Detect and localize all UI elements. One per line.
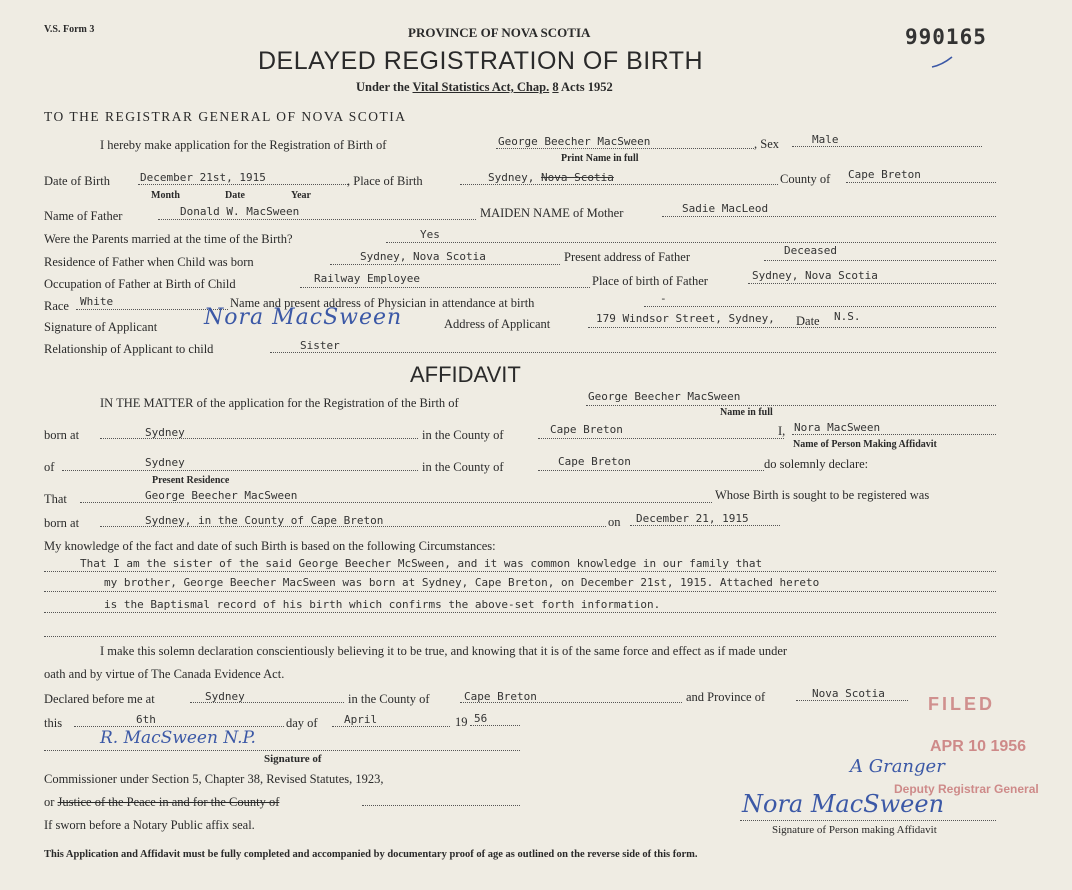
deputy-signature: A Granger [850,756,945,777]
registration-number: 990165 [905,25,987,49]
county-value-4: Cape Breton [464,690,537,703]
checkmark-icon [930,55,954,71]
affidavit-heading: AFFIDAVIT [410,362,521,387]
race-value: White [80,295,114,308]
date-caption: Date [225,190,245,201]
county-label-2: in the County of [422,428,504,442]
seal-note: If sworn before a Notary Public affix seal. [44,818,255,832]
applicant-signature: Nora MacSween [204,305,403,330]
footer-note: This Application and Affidavit must be fully completed and accompanied by documentary proof of age as outlined on the reverse side of this form. [44,849,698,860]
address-province: N.S. [834,310,861,323]
commissioner-signature: R. MacSween N.P. [100,728,256,748]
affiant-signature-caption: Signature of Person making Affidavit [772,824,937,836]
name-in-full-caption: Name in full [720,407,773,418]
solemn-declaration-line-1: I make this solemn declaration conscientiously believing it to be true, and knowing that it is of the same force and effect as if made under [100,644,788,658]
matter-label: IN THE MATTER of the application for the Registration of the Birth of [100,396,459,410]
address-label: Address of Applicant [444,317,551,331]
form-subtitle: Under the Vital Statistics Act, Chap. 8 Acts 1952 [356,80,613,94]
relationship-value: Sister [300,339,340,352]
residence-label: Residence of Father when Child was born [44,255,254,269]
married-value: Yes [420,228,440,241]
province-heading: PROVINCE OF NOVA SCOTIA [408,25,591,40]
born-at-value-2: Sydney, in the County of Cape Breton [145,514,384,527]
county-value-2: Cape Breton [550,423,623,436]
this-label: this [44,716,63,730]
deputy-registrar-stamp: Deputy Registrar General [894,782,1039,796]
justice-line: or Justice of the Peace in and for the County of [44,795,280,809]
declared-place: Sydney [205,690,245,703]
physician-value: - [660,292,667,305]
matter-name: George Beecher MacSween [588,390,741,403]
born-at-label: born at [44,428,80,442]
signature-of-label: Signature of [264,753,322,765]
sex-label: , Sex [754,137,779,151]
form-code: V.S. Form 3 [44,24,95,35]
child-name-value: George Beecher MacSween [498,135,651,148]
residence-value-2: Sydney [145,456,185,469]
commissioner-line: Commissioner under Section 5, Chapter 38, Revised Statutes, 1923, [44,772,384,786]
year-value: 56 [474,712,488,725]
declared-label: Declared before me at [44,692,155,706]
day-value: 6th [136,713,156,726]
that-label: That [44,492,67,506]
circumstance-line-3: is the Baptismal record of his birth which confirms the above-set forth information. [104,598,661,611]
born-at-label-2: born at [44,516,80,530]
county-label: County of [780,172,831,186]
county-value: Cape Breton [848,168,921,181]
born-at-value: Sydney [145,426,185,439]
filed-stamp: FILED [928,694,995,714]
year-caption: Year [291,190,311,201]
place-value: Sydney, Nova Scotia [488,171,614,184]
solemn-declaration-line-2: oath and by virtue of The Canada Evidence Act. [44,667,285,681]
day-of-label: day of [286,716,318,730]
present-address-value: Deceased [784,244,837,257]
place-label: , Place of Birth [347,174,423,188]
dob-label: Date of Birth [44,174,110,188]
affiant-caption: Name of Person Making Affidavit [793,439,937,450]
on-label: on [608,515,621,529]
affiant-name: Nora MacSween [794,421,881,434]
month-value: April [344,713,378,726]
signature-label: Signature of Applicant [44,320,158,334]
race-label: Race [44,299,69,313]
province-value: Nova Scotia [812,687,885,700]
affiant-signature: Nora MacSween [742,790,945,818]
circumstance-line-2: my brother, George Beecher MacSween was born at Sydney, Cape Breton, on December 21st, 1915. Attached hereto [104,576,820,589]
occupation-value: Railway Employee [314,272,420,285]
declare-label: do solemnly declare: [764,457,869,471]
residence-caption: Present Residence [152,475,230,486]
i-label: I, [778,424,786,438]
dob-value: December 21st, 1915 [140,171,266,184]
form-title: DELAYED REGISTRATION OF BIRTH [258,47,704,75]
of-label: of [44,460,55,474]
that-value: George Beecher MacSween [145,489,298,502]
physician-label: Name and present address of Physician in attendance at birth [230,296,535,310]
county-label-4: in the County of [348,692,430,706]
father-birthplace-label: Place of birth of Father [592,274,708,288]
print-name-caption: Print Name in full [561,153,639,164]
county-label-3: in the County of [422,460,504,474]
present-address-label: Present address of Father [564,250,691,264]
maiden-label: MAIDEN NAME of Mother [480,206,624,220]
maiden-value: Sadie MacLeod [682,202,769,215]
county-value-3: Cape Breton [558,455,631,468]
on-value: December 21, 1915 [636,512,749,525]
relationship-label: Relationship of Applicant to child [44,342,214,356]
province-label: and Province of [686,690,766,704]
month-caption: Month [151,190,180,201]
residence-value: Sydney, Nova Scotia [360,250,486,263]
date-label: Date [796,314,820,328]
occupation-label: Occupation of Father at Birth of Child [44,277,236,291]
circumstance-line-1: That I am the sister of the said George Beecher McSween, and it was common knowledge in our family that [80,557,763,570]
stamp-date: APR 10 1956 [930,738,1027,755]
married-label: Were the Parents married at the time of the Birth? [44,232,293,246]
father-label: Name of Father [44,209,123,223]
sex-value: Male [812,133,839,146]
address-value: 179 Windsor Street, Sydney, [596,312,775,325]
father-birthplace-value: Sydney, Nova Scotia [752,269,878,282]
intro-label: I hereby make application for the Registration of Birth of [100,138,387,152]
whose-birth-label: Whose Birth is sought to be registered was [715,488,930,502]
knowledge-label: My knowledge of the fact and date of such Birth is based on the following Circumstances: [44,539,496,553]
addressee: TO THE REGISTRAR GENERAL OF NOVA SCOTIA [44,109,407,124]
father-value: Donald W. MacSween [180,205,300,218]
year-prefix: 19 [455,715,468,729]
